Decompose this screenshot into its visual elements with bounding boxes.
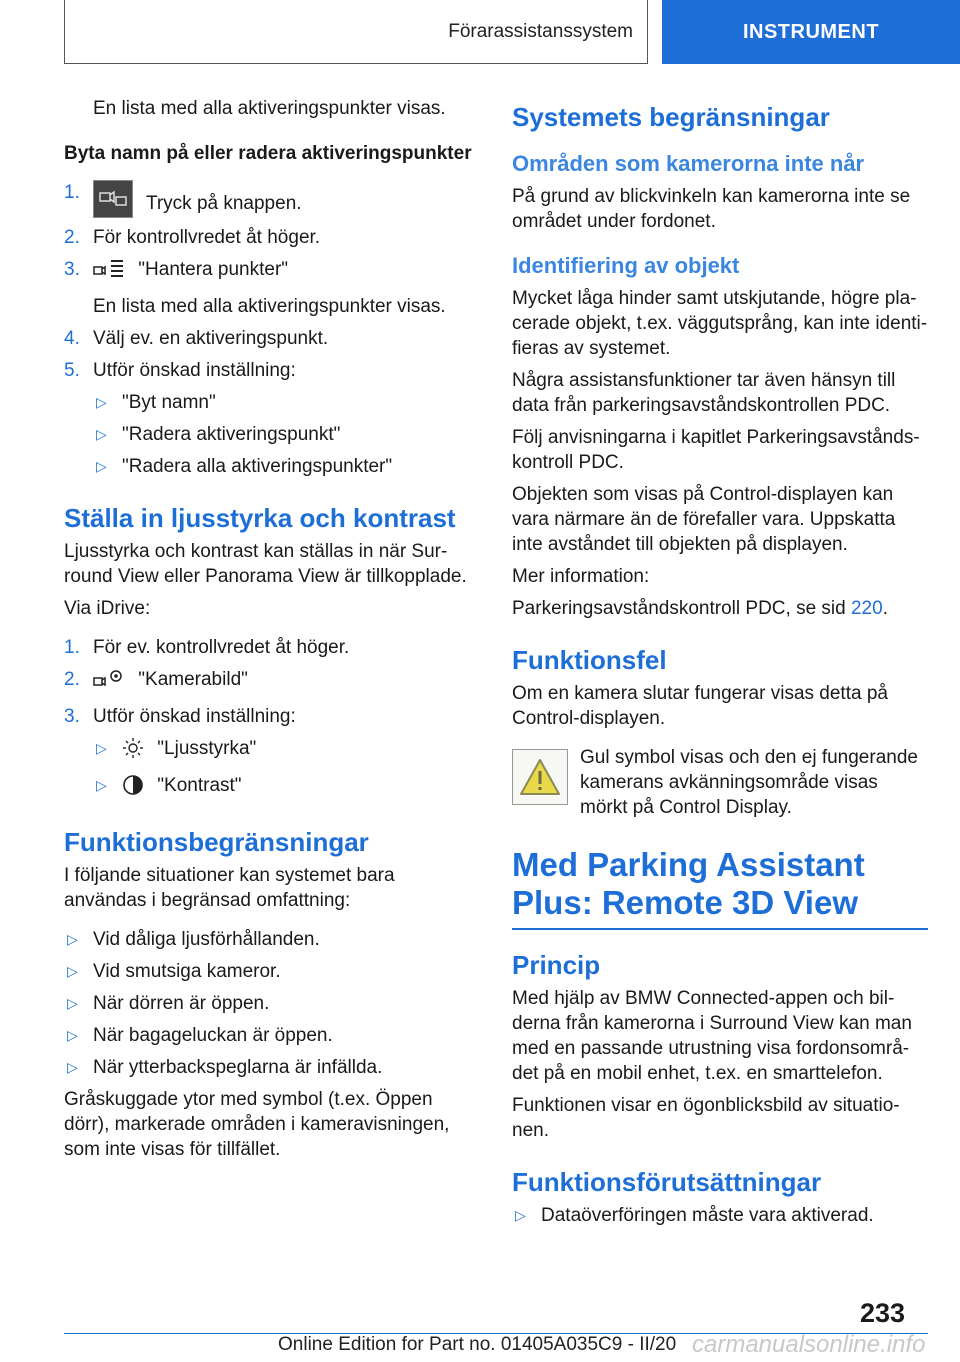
more-info: Mer information: [512,566,650,587]
header-section-tab [64,0,648,64]
triangle-bullet-icon: ▷ [67,995,78,1011]
triangle-bullet-icon: ▷ [96,426,107,442]
brightness-text: Ljusstyrka och kontrast kan ställas in när Surround View eller Panorama View är tillkopplade. [64,541,467,587]
watermark: carmanualsonline.info [692,1331,926,1358]
system-limits-heading: Systemets begränsningar [512,102,830,132]
triangle-bullet-icon: ▷ [67,1027,78,1043]
rename-step-2 [64,225,482,250]
triangle-bullet-icon: ▷ [96,458,107,474]
limits-heading: Funktionsbegränsningar [64,827,369,857]
rename-step-4 [64,326,482,351]
triangle-bullet-icon: ▷ [67,963,78,979]
list-item: ▷ När ytterbackspeglarna är infällda. [67,1057,383,1078]
limits-list [64,927,482,1080]
step-text: Tryck på knappen. [145,193,302,214]
objects-text-1: Mycket låga hinder samt utskjutande, högre placerade objekt, t.ex. väggutsprång, kan inte identifieras av systemet. [512,288,928,359]
warning-text: Gul symbol visas och den ej fungerande kamerans avkänningsområde visas mörkt på Control Display. [580,747,918,818]
left-column [64,96,482,1169]
brightness-step-3 [64,704,482,729]
list-item: ▷ "Radera aktiveringspunkt" [96,424,341,445]
list-item: ▷ Vid dåliga ljusförhållanden. [67,929,320,950]
warning-note [512,745,928,820]
brightness-steps [64,635,482,729]
page-link[interactable]: 220 [850,598,883,619]
principle-text-2: Funktionen visar en ögonblicksbild av situationen. [512,1095,900,1141]
list-camera-icon [93,258,125,287]
fault-text: Om en kamera slutar fungerar visas detta på Control-displayen. [512,683,888,729]
limits-text: I följande situationer kan systemet bara användas i begränsad omfattning: [64,865,395,911]
step-text: För kontrollvredet åt höger. [93,227,321,248]
contrast-icon [122,774,144,803]
step-text: Välj ev. en aktiveringspunkt. [93,328,329,349]
warning-triangle-icon [512,749,568,805]
remote-3d-heading: Med Parking Assistant Plus: Remote 3D View [512,846,865,921]
camera-gear-icon [93,668,125,697]
triangle-bullet-icon: ▷ [96,777,107,793]
step-text: Utför önskad inställning: [93,706,296,727]
triangle-bullet-icon: ▷ [515,1207,526,1223]
rename-options [64,390,482,479]
step-note: En lista med alla aktiveringspunkter visas. [93,296,446,317]
heading-divider [512,928,928,930]
triangle-bullet-icon: ▷ [96,740,107,756]
triangle-bullet-icon: ▷ [96,394,107,410]
rename-step-3 [64,257,482,319]
step-text: Utför önskad inställning: [93,360,296,381]
list-item: ▷ När bagageluckan är öppen. [67,1025,333,1046]
prerequisites-heading: Funktionsförutsättningar [512,1167,822,1197]
step-number: 3. [64,259,80,280]
step-text: "Kamerabild" [138,669,248,690]
step-number: 4. [64,328,80,349]
rename-heading: Byta namn på eller radera aktiveringspunkter [64,143,472,164]
step-number: 3. [64,706,80,727]
list-item: ▷ Dataöverföringen måste vara aktiverad. [515,1205,874,1226]
rename-step-5 [64,358,482,383]
sun-icon [122,737,144,766]
triangle-bullet-icon: ▷ [67,931,78,947]
list-item: ▷ "Ljusstyrka" [93,736,482,766]
step-number: 5. [64,360,80,381]
brightness-step-2 [64,667,482,697]
step-number: 1. [64,637,80,658]
step-text: För ev. kontrollvredet åt höger. [93,637,350,658]
objects-text-2: Några assistansfunktioner tar även hänsyn till data från parkeringsavståndskontrollen PDC. [512,370,896,416]
list-item: ▷ "Kontrast" [93,773,482,803]
step-text: "Hantera punkter" [138,259,289,280]
step-number: 1. [64,182,80,203]
objects-text-4: Objekten som visas på Control-displayen kan vara närmare än de förefaller vara. Uppskatta inte avståndet till objekten på displayen. [512,484,896,555]
principle-heading: Princip [512,950,601,980]
brightness-options [64,736,482,803]
brightness-heading: Ställa in ljusstyrka och kontrast [64,503,456,533]
list-item: ▷ När dörren är öppen. [67,993,270,1014]
limits-footer-text: Gråskuggade ytor med symbol (t.ex. Öppen dörr), markerade områden i kameravisningen, som inte visas för tillfället. [64,1089,450,1160]
edition-text: Online Edition for Part no. 01405A035C9 - II/20 [278,1334,677,1355]
step-number: 2. [64,669,80,690]
rename-steps [64,180,482,383]
triangle-bullet-icon: ▷ [67,1059,78,1075]
right-column [512,96,928,1235]
rename-step-1 [64,180,482,218]
principle-text-1: Med hjälp av BMW Connected-appen och bilderna från kamerorna i Surround View kan man med en passande utrustning visa fordonsområdet på en mobil enhet, t.ex. en smarttelefon. [512,988,912,1084]
step-number: 2. [64,227,80,248]
page-number: 233 [860,1298,906,1328]
areas-heading: Områden som kamerorna inte når [512,151,865,176]
pdc-reference: Parkeringsavståndskontroll PDC, se sid 220. [512,598,888,619]
areas-text: På grund av blickvinkeln kan kamerorna inte se området under fordonet. [512,186,911,232]
header-section-title: Förarassistanssystem [448,20,633,42]
header-chapter-title: INSTRUMENT [742,20,880,43]
intro-text: En lista med alla aktiveringspunkter visas. [93,98,446,119]
fault-heading: Funktionsfel [512,645,667,675]
brightness-step-1 [64,635,482,660]
list-item: ▷ "Radera alla aktiveringspunkter" [96,456,393,477]
list-item: ▷ Vid smutsiga kameror. [67,961,281,982]
header-chapter-tab[interactable] [662,0,960,64]
objects-heading: Identifiering av objekt [512,253,740,278]
via-idrive: Via iDrive: [64,598,151,619]
objects-text-3: Följ anvisningarna i kapitlet Parkeringsavståndskontroll PDC. [512,427,920,473]
camera-button-icon [93,180,133,218]
list-item: ▷ "Byt namn" [96,392,216,413]
prerequisites-list [512,1203,928,1228]
